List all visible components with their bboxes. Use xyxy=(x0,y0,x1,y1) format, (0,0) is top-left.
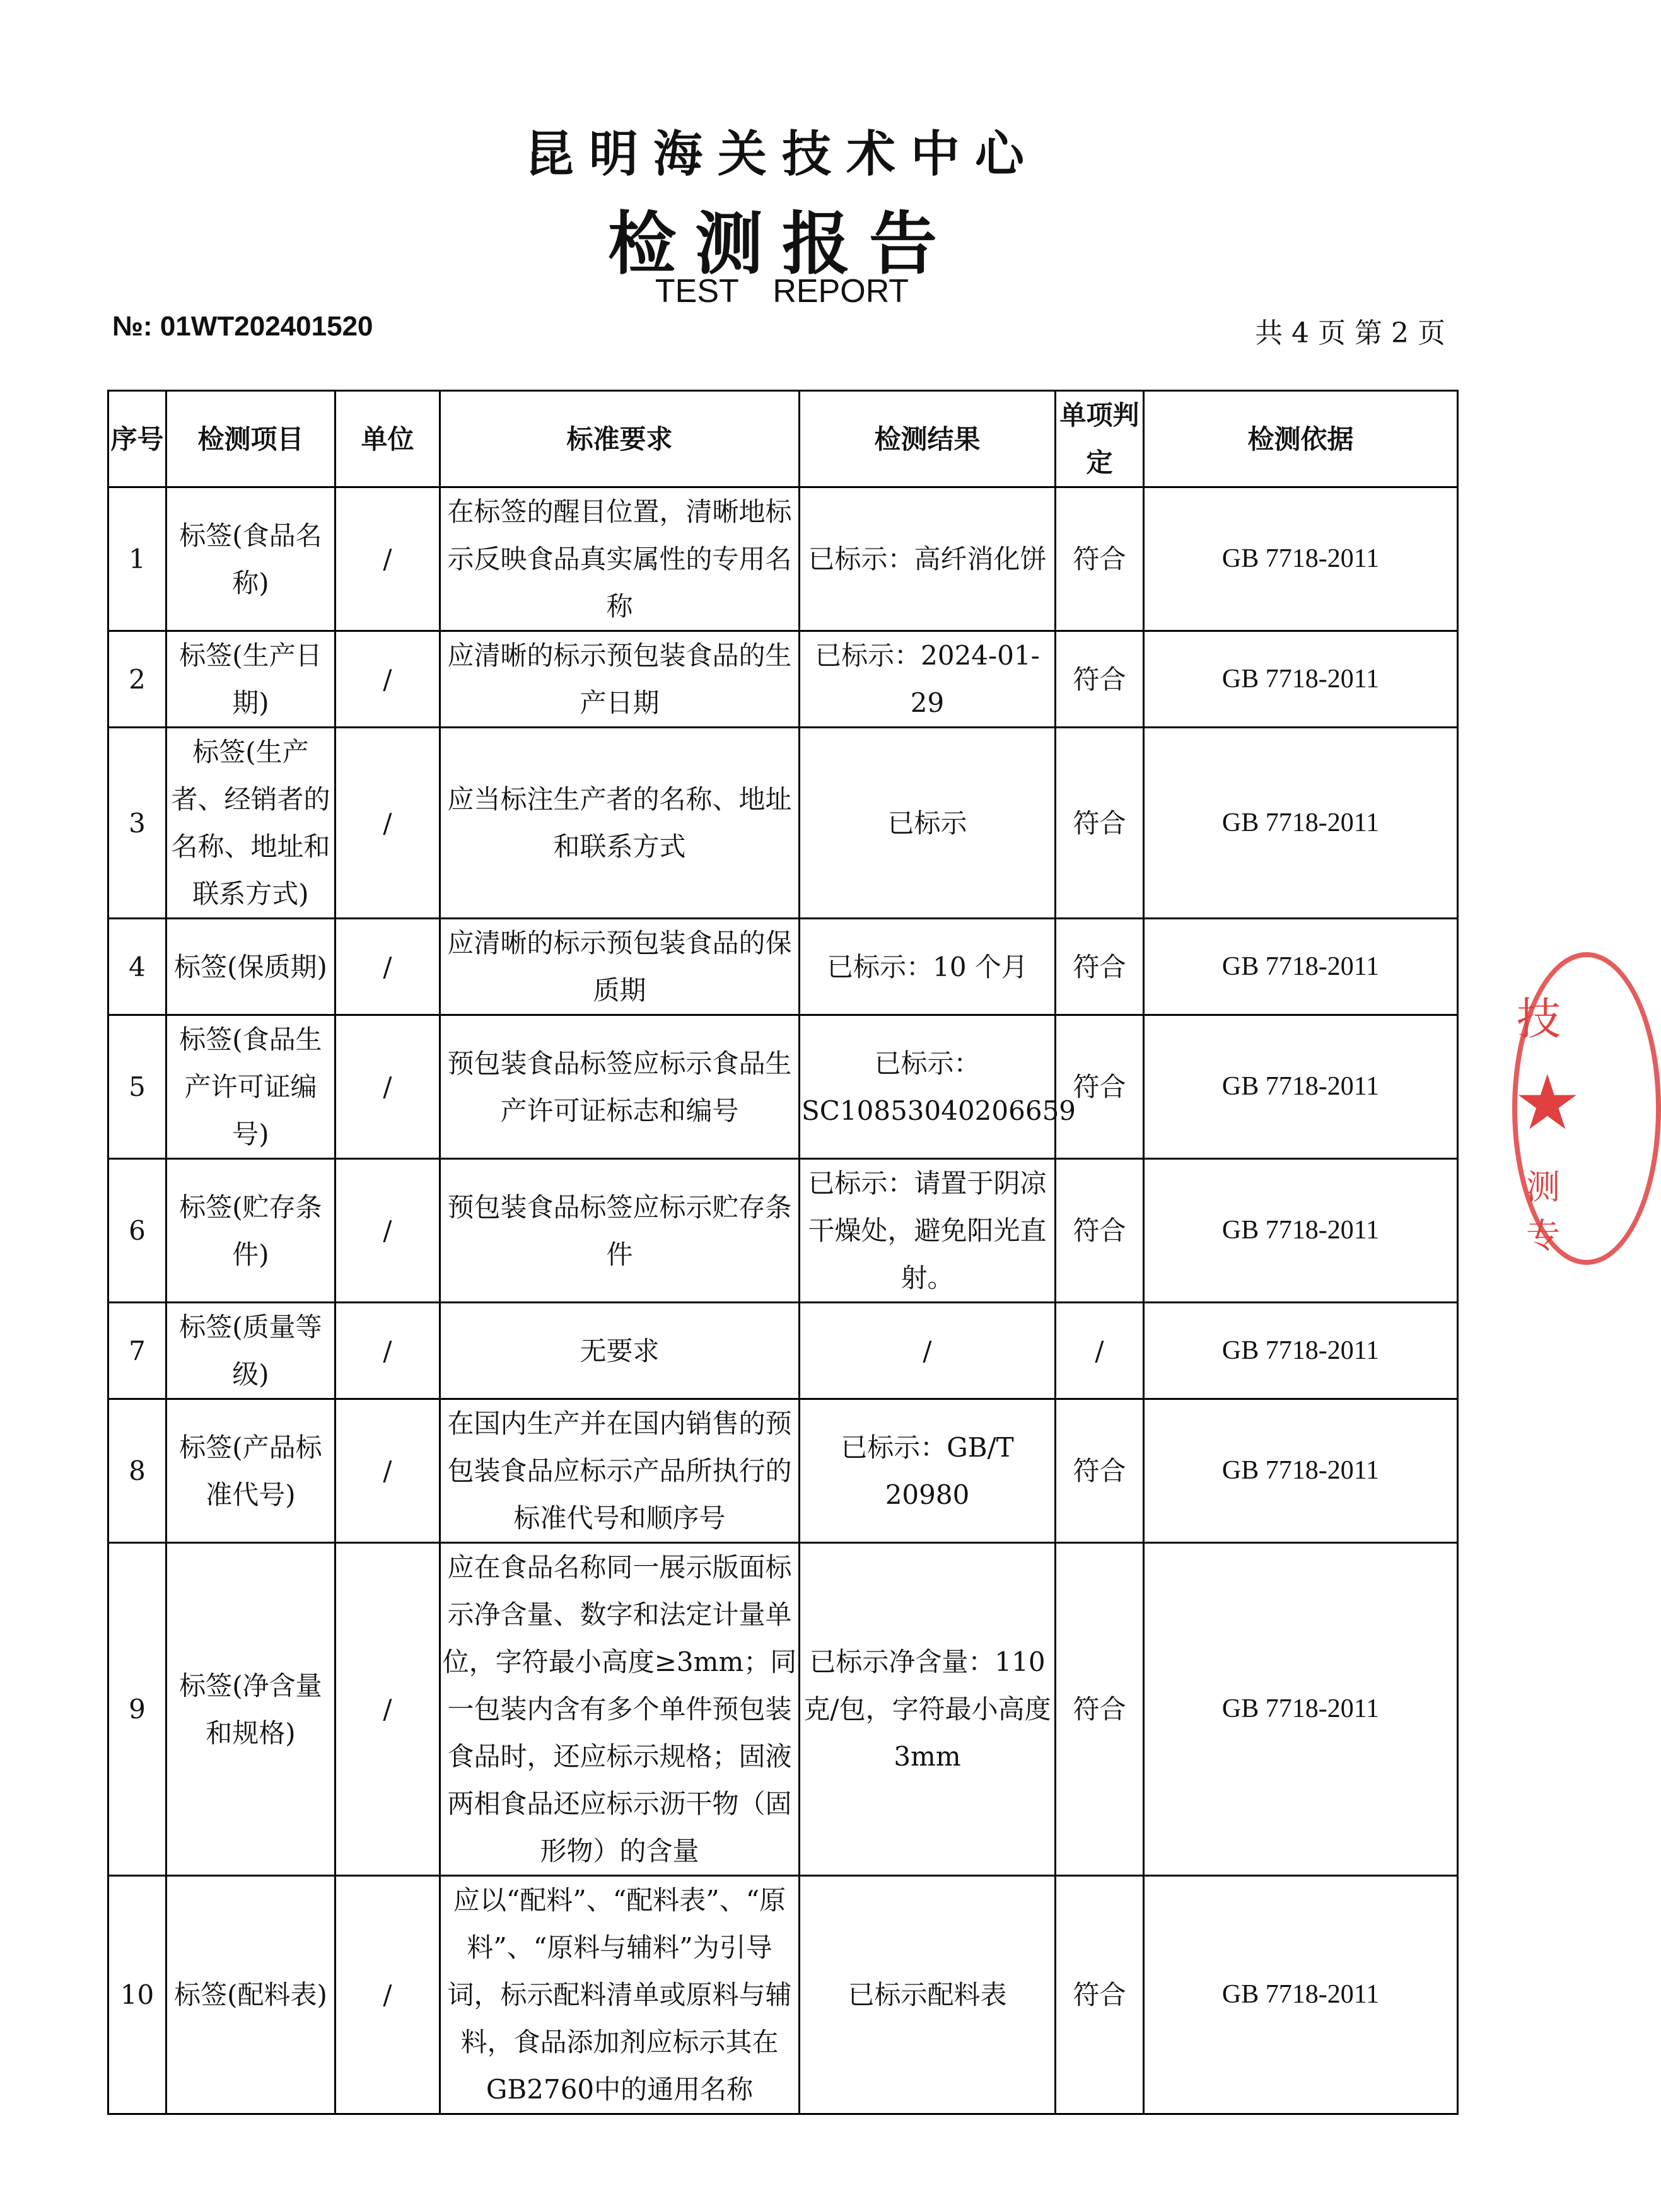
requirement: 预包装食品标签应标示贮存条件 xyxy=(440,1159,800,1303)
test-item: 标签(质量等级) xyxy=(166,1303,335,1399)
unit: / xyxy=(335,631,440,728)
row-number: 3 xyxy=(108,728,166,919)
header-cell-no: 序号 xyxy=(108,391,166,487)
unit: / xyxy=(335,1303,440,1399)
row-number: 1 xyxy=(108,487,166,631)
test-item: 标签(净含量和规格) xyxy=(166,1543,335,1876)
judgement: 符合 xyxy=(1056,919,1144,1015)
result: 已标示：请置于阴凉干燥处，避免阳光直射。 xyxy=(800,1159,1056,1303)
result: 已标示：2024-01-29 xyxy=(800,631,1056,728)
report-subtitle: TEST REPORT xyxy=(655,273,909,310)
header-cell-requirement: 标准要求 xyxy=(440,391,800,487)
table-row xyxy=(108,1303,1458,1399)
table-row xyxy=(108,1876,1458,2114)
report-number: №: 01WT202401520 xyxy=(112,311,373,342)
basis: GB 7718-2011 xyxy=(1144,1399,1458,1543)
result: 已标示：10 个月 xyxy=(800,919,1056,1015)
requirement: 应清晰的标示预包装食品的保质期 xyxy=(440,919,800,1015)
page-info: 共 4 页 第 2 页 xyxy=(1255,317,1445,349)
test-item: 标签(配料表) xyxy=(166,1876,335,2114)
result: 已标示：高纤消化饼 xyxy=(800,487,1056,631)
requirement: 应清晰的标示预包装食品的生产日期 xyxy=(440,631,800,728)
header-cell-judgement: 单项判定 xyxy=(1056,391,1144,487)
judgement: 符合 xyxy=(1056,1015,1144,1159)
report-title: 检测报告 xyxy=(607,204,956,284)
table-row xyxy=(108,487,1458,631)
basis: GB 7718-2011 xyxy=(1144,728,1458,919)
basis: GB 7718-2011 xyxy=(1144,1015,1458,1159)
row-number: 5 xyxy=(108,1015,166,1159)
organization-name: 昆明海关技术中心 xyxy=(524,125,1039,183)
requirement: 应在食品名称同一展示版面标示净含量、数字和法定计量单位，字符最小高度≥3mm；同一包装内含有多个单件预包装食品时，还应标示规格；固液两相食品还应标示沥干物（固形物）的含量 xyxy=(440,1543,800,1876)
seal-text: 测专 xyxy=(1526,1167,1560,1255)
header-cell-item: 检测项目 xyxy=(166,391,335,487)
test-item: 标签(食品名称) xyxy=(166,487,335,631)
judgement: 符合 xyxy=(1056,487,1144,631)
row-number: 7 xyxy=(108,1303,166,1399)
basis: GB 7718-2011 xyxy=(1144,1876,1458,2114)
requirement: 在国内生产并在国内销售的预包装食品应标示产品所执行的标准代号和顺序号 xyxy=(440,1399,800,1543)
table-row xyxy=(108,1159,1458,1303)
judgement: 符合 xyxy=(1056,728,1144,919)
unit: / xyxy=(335,919,440,1015)
table-row xyxy=(108,1543,1458,1876)
basis: GB 7718-2011 xyxy=(1144,1159,1458,1303)
table-row xyxy=(108,631,1458,728)
header-cell-result: 检测结果 xyxy=(800,391,1056,487)
judgement: 符合 xyxy=(1056,1399,1144,1543)
result: 已标示配料表 xyxy=(800,1876,1056,2114)
table-row xyxy=(108,919,1458,1015)
result: 已标示净含量：110克/包，字符最小高度3mm xyxy=(800,1543,1056,1876)
result: / xyxy=(800,1303,1056,1399)
basis: GB 7718-2011 xyxy=(1144,631,1458,728)
basis: GB 7718-2011 xyxy=(1144,487,1458,631)
requirement: 在标签的醒目位置，清晰地标示反映食品真实属性的专用名称 xyxy=(440,487,800,631)
row-number: 4 xyxy=(108,919,166,1015)
header-cell-unit: 单位 xyxy=(335,391,440,487)
test-item: 标签(食品生产许可证编号) xyxy=(166,1015,335,1159)
requirement: 无要求 xyxy=(440,1303,800,1399)
result: 已标示：GB/T 20980 xyxy=(800,1399,1056,1543)
basis: GB 7718-2011 xyxy=(1144,1303,1458,1399)
judgement: 符合 xyxy=(1056,1543,1144,1876)
requirement: 应以“配料”、“配料表”、“原料”、“原料与辅料”为引导词，标示配料清单或原料与辅料，食品添加剂应标示其在GB2760中的通用名称 xyxy=(440,1876,800,2114)
test-item: 标签(贮存条件) xyxy=(166,1159,335,1303)
unit: / xyxy=(335,1399,440,1543)
table-header-row xyxy=(108,391,1458,487)
row-number: 2 xyxy=(108,631,166,728)
seal-character: 技 xyxy=(1517,993,1561,1045)
unit: / xyxy=(335,487,440,631)
basis: GB 7718-2011 xyxy=(1144,1543,1458,1876)
judgement: 符合 xyxy=(1056,1876,1144,2114)
judgement: 符合 xyxy=(1056,631,1144,728)
table-row xyxy=(108,728,1458,919)
test-item: 标签(生产日期) xyxy=(166,631,335,728)
unit: / xyxy=(335,1876,440,2114)
test-item: 标签(生产者、经销者的名称、地址和联系方式) xyxy=(166,728,335,919)
judgement: / xyxy=(1056,1303,1144,1399)
test-results-table xyxy=(107,390,1459,2115)
test-item: 标签(产品标准代号) xyxy=(166,1399,335,1543)
result: 已标示 xyxy=(800,728,1056,919)
basis: GB 7718-2011 xyxy=(1144,919,1458,1015)
header-cell-basis: 检测依据 xyxy=(1144,391,1458,487)
test-item: 标签(保质期) xyxy=(166,919,335,1015)
unit: / xyxy=(335,1543,440,1876)
seal-star-icon: ★ xyxy=(1513,1059,1582,1147)
table-row xyxy=(108,1015,1458,1159)
unit: / xyxy=(335,1159,440,1303)
row-number: 10 xyxy=(108,1876,166,2114)
row-number: 9 xyxy=(108,1543,166,1876)
row-number: 8 xyxy=(108,1399,166,1543)
unit: / xyxy=(335,1015,440,1159)
requirement: 预包装食品标签应标示食品生产许可证标志和编号 xyxy=(440,1015,800,1159)
table-row xyxy=(108,1399,1458,1543)
result: 已标示：SC10853040206659 xyxy=(800,1015,1056,1159)
requirement: 应当标注生产者的名称、地址和联系方式 xyxy=(440,728,800,919)
unit: / xyxy=(335,728,440,919)
judgement: 符合 xyxy=(1056,1159,1144,1303)
row-number: 6 xyxy=(108,1159,166,1303)
